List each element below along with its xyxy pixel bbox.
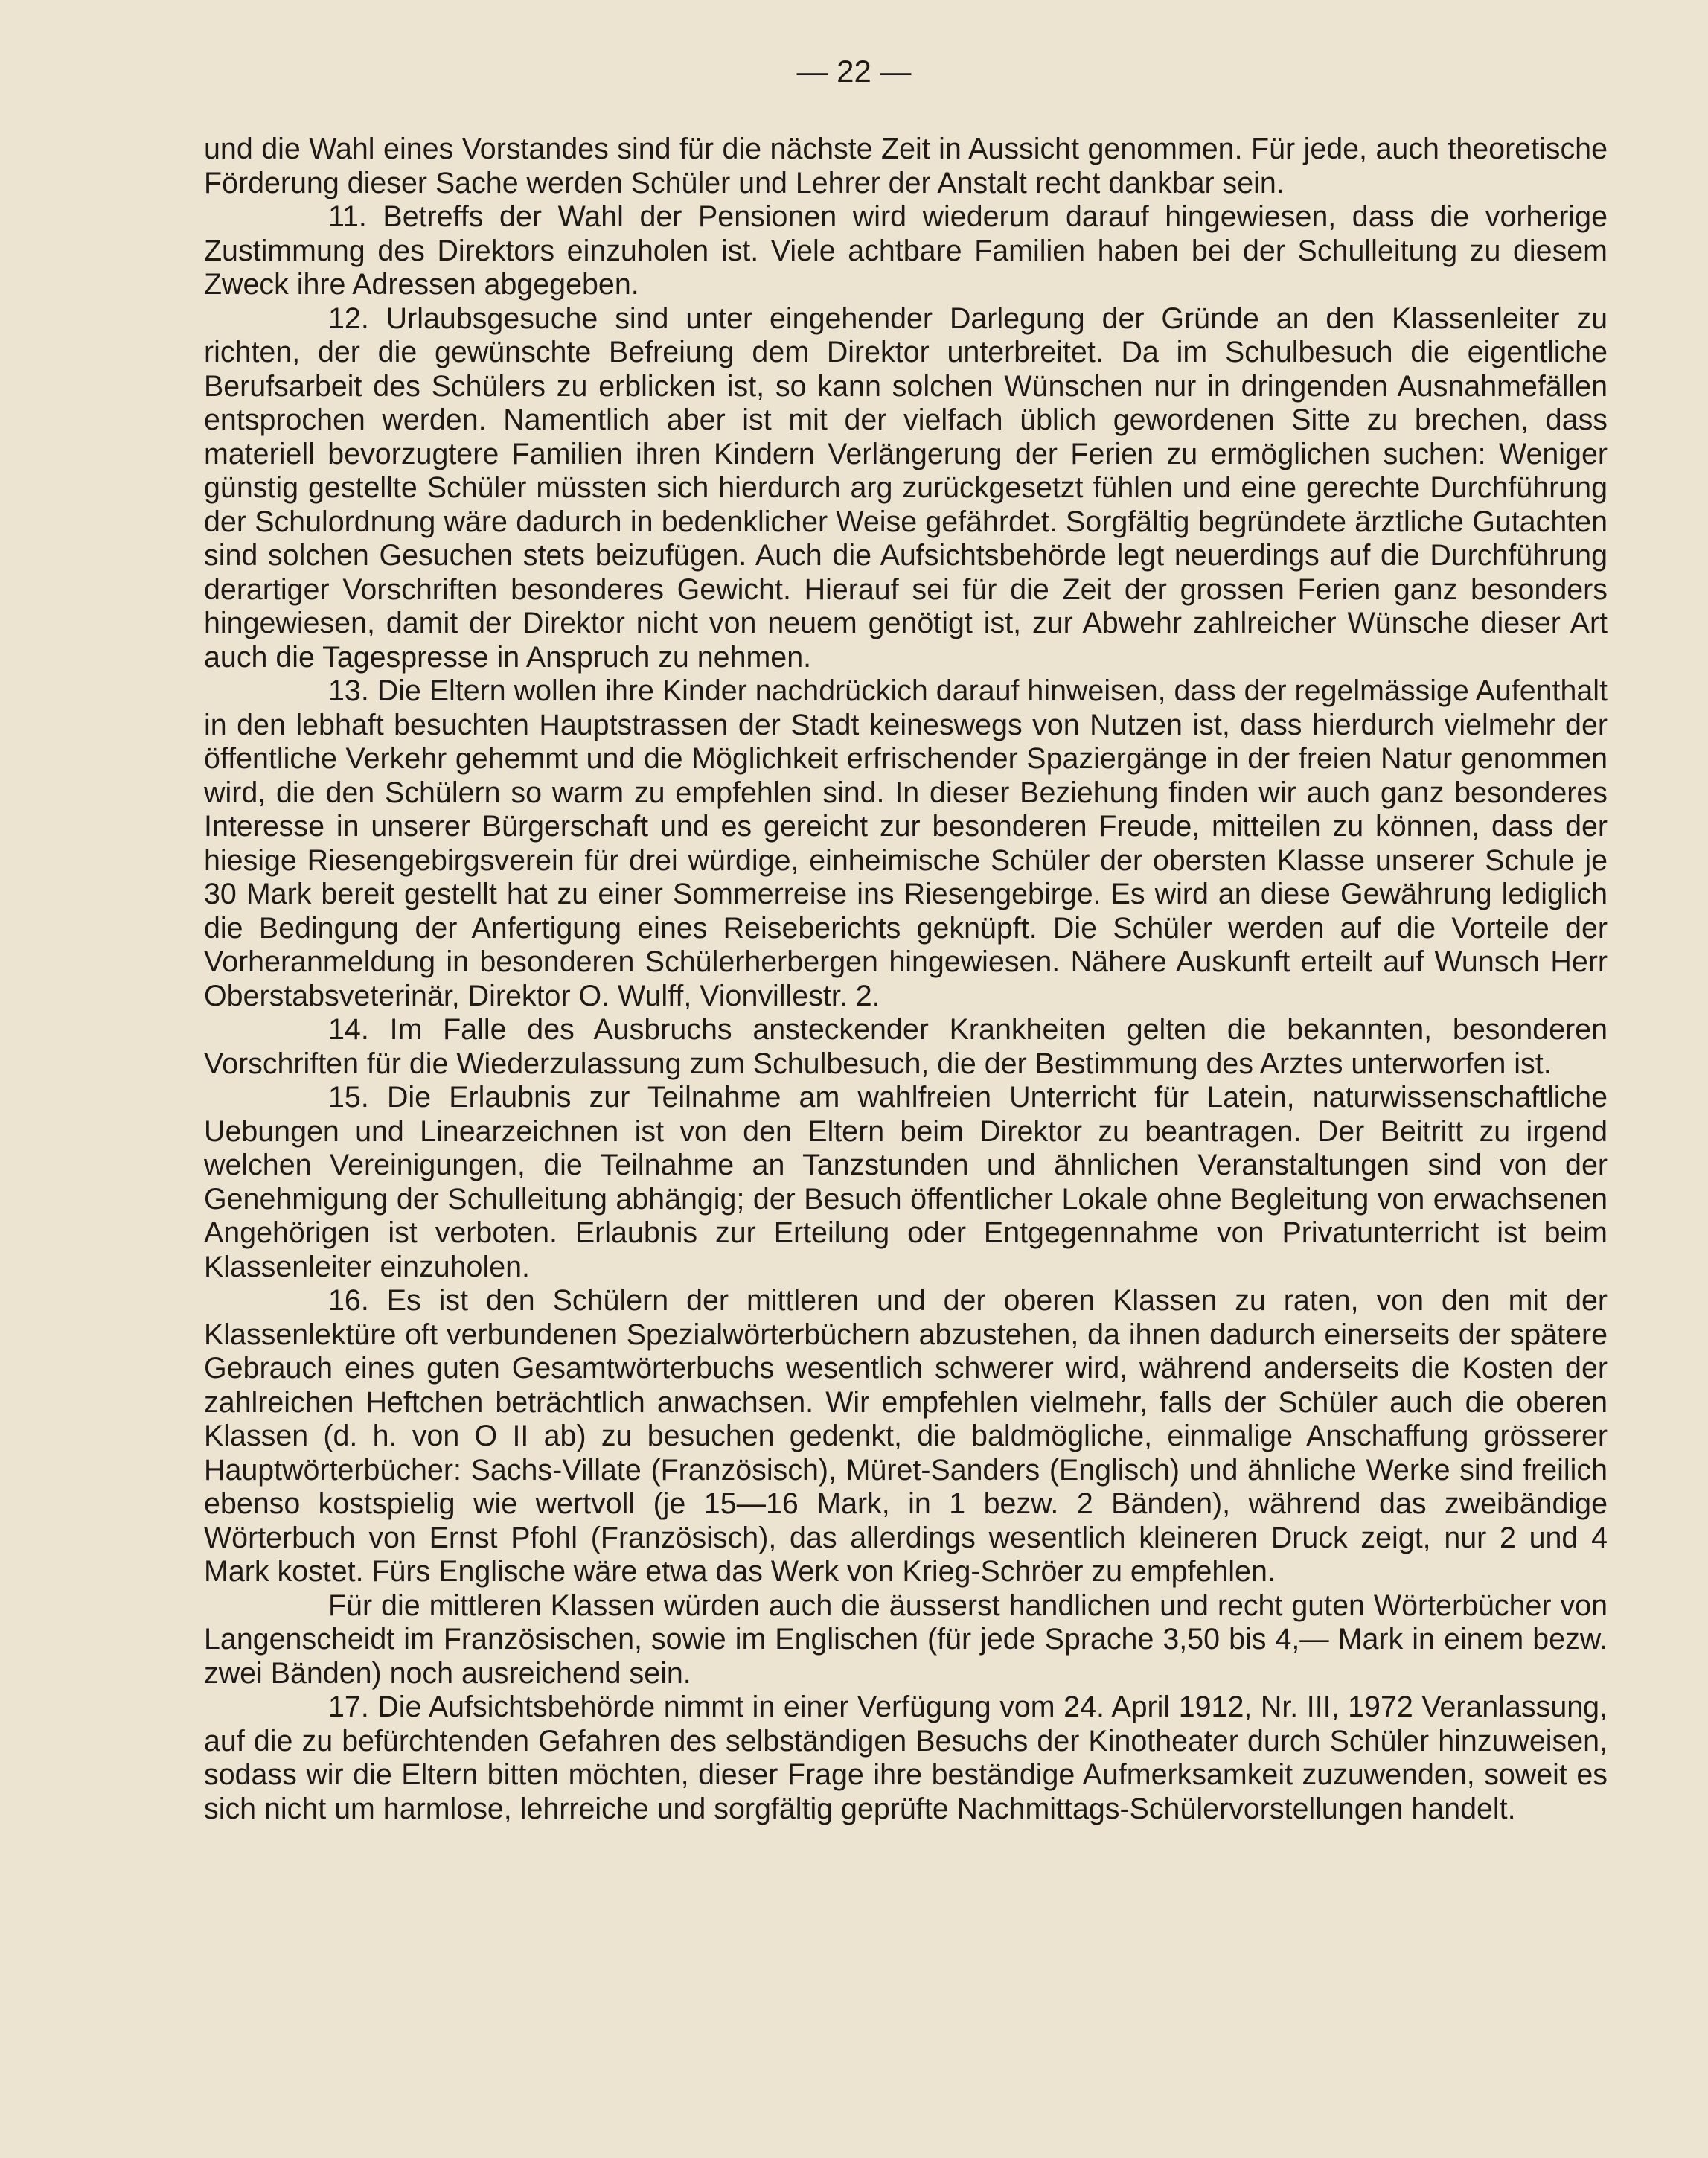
paragraph-16-dictionaries: 16. Es ist den Schülern der mittleren und der oberen Klassen zu raten, von den mit der Klassenlektüre oft verbundenen Spezialwörterbüchern abzustehen, da ihnen dadurch einerseits der spätere Gebrauch eines guten Gesamtwörterbuchs wesentlich schwerer wird, während anderseits die Kosten der zahlreichen Heftchen beträchtlich anwachsen. Wir empfehlen vielmehr, falls der Schüler auch die oberen Klassen (d. h. von O II ab) zu besuchen gedenkt, die baldmögliche, einmalige Anschaffung grösserer Hauptwörterbücher: Sachs-Villate (Französisch), Müret-Sanders (Englisch) und ähnliche Werke sind freilich ebenso kostspielig wie wertvoll (je 15—16 Mark, in 1 bezw. 2 Bänden), während das zweibändige Wörterbuch von Ernst Pfohl (Französisch), das allerdings wesentlich kleineren Druck zeigt, nur 2 und 4 Mark kostet. Fürs Englische wäre etwa das Werk von Krieg-Schröer zu empfehlen. [204, 1284, 1608, 1588]
body-text [204, 133, 1608, 1826]
paragraph-15-optional-lessons: 15. Die Erlaubnis zur Teilnahme am wahlfreien Unterricht für Latein, naturwissenschaftliche Uebungen und Linearzeichnen ist von den Eltern beim Direktor zu beantragen. Der Beitritt zu irgend welchen Vereinigungen, die Teilnahme an Tanzstunden und ähnlichen Veranstaltungen sind von der Genehmigung der Schulleitung abhängig; der Besuch öffentlicher Lokale ohne Begleitung von erwachsenen Angehörigen ist verboten. Erlaubnis zur Erteilung oder Entgegennahme von Privatunterricht ist beim Klassenleiter einzuholen. [204, 1081, 1608, 1283]
paragraph-13-main-streets: 13. Die Eltern wollen ihre Kinder nachdrückich darauf hinweisen, dass der regelmässige Aufenthalt in den lebhaft besuchten Hauptstrassen der Stadt keineswegs von Nutzen ist, dass hierdurch vielmehr der öffentliche Verkehr gehemmt und die Möglichkeit erfrischender Spaziergänge in der freien Natur genommen wird, die den Schülern so warm zu empfehlen sind. In dieser Beziehung finden wir auch ganz besonderes Interesse in unserer Bürgerschaft und es gereicht zur besonderen Freude, mitteilen zu können, dass der hiesige Riesengebirgsverein für drei würdige, einheimische Schüler der obersten Klasse unserer Schule je 30 Mark bereit gestellt hat zu einer Sommerreise ins Riesengebirge. Es wird an diese Gewährung lediglich die Bedingung der Anfertigung eines Reiseberichts geknüpft. Die Schüler werden auf die Vorteile der Vorheranmeldung in besonderen Schülerherbergen hingewiesen. Nähere Auskunft erteilt auf Wunsch Herr Oberstabsveterinär, Direktor O. Wulff, Vionvillestr. 2. [204, 674, 1608, 1012]
paragraph-11-pensions: 11. Betreffs der Wahl der Pensionen wird wiederum darauf hingewiesen, dass die vorherige Zustimmung des Direktors einzuholen ist. Viele achtbare Familien haben bei der Schulleitung zu diesem Zweck ihre Adressen abgegeben. [204, 200, 1608, 301]
paragraph-12-leave-requests: 12. Urlaubsgesuche sind unter eingehender Darlegung der Gründe an den Klassenleiter zu richten, der die gewünschte Befreiung dem Direktor unterbreitet. Da im Schulbesuch die eigentliche Berufsarbeit des Schülers zu erblicken ist, so kann solchen Wünschen nur in dringenden Ausnahmefällen entsprochen werden. Namentlich aber ist mit der vielfach üblich gewordenen Sitte zu brechen, dass materiell bevorzugtere Familien ihren Kindern Verlängerung der Ferien zu ermöglichen suchen: Weniger günstig gestellte Schüler müssten sich hierdurch arg zurückgesetzt fühlen und eine gerechte Durchführung der Schulordnung wäre dadurch in bedenklicher Weise gefährdet. Sorgfältig begründete ärztliche Gutachten sind solchen Gesuchen stets beizufügen. Auch die Aufsichtsbehörde legt neuerdings auf die Durchführung derartiger Vorschriften besonderes Gewicht. Hierauf sei für die Zeit der grossen Ferien ganz besonders hingewiesen, damit der Direktor nicht von neuem genötigt ist, zur Abwehr zahlreicher Wünsche dieser Art auch die Tagespresse in Anspruch zu nehmen. [204, 301, 1608, 674]
paragraph-continuation: und die Wahl eines Vorstandes sind für die nächste Zeit in Aussicht genommen. Für jede, auch theoretische Förderung dieser Sache werden Schüler und Lehrer der Anstalt recht dankbar sein. [204, 133, 1608, 199]
paragraph-14-contagious-diseases: 14. Im Falle des Ausbruchs ansteckender Krankheiten gelten die bekannten, besonderen Vorschriften für die Wiederzulassung zum Schulbesuch, die der Bestimmung des Arztes unterworfen ist. [204, 1013, 1608, 1080]
page-number: — 22 — [796, 54, 912, 89]
paragraph-middle-classes-dictionaries: Für die mittleren Klassen würden auch die äusserst handlichen und recht guten Wörterbücher von Langenscheidt im Französischen, sowie im Englischen (für jede Sprache 3,50 bis 4,— Mark in einem bezw. zwei Bänden) noch ausreichend sein. [204, 1589, 1608, 1690]
paragraph-17-cinema: 17. Die Aufsichtsbehörde nimmt in einer Verfügung vom 24. April 1912, Nr. III, 1972 Veranlassung, auf die zu befürchtenden Gefahren des selbständigen Besuchs der Kinotheater durch Schüler hinzuweisen, sodass wir die Eltern bitten möchten, dieser Frage ihre beständige Aufmerksamkeit zuzuwenden, soweit es sich nicht um harmlose, lehrreiche und sorgfältig geprüfte Nachmittags-Schülervorstellungen handelt. [204, 1691, 1608, 1825]
